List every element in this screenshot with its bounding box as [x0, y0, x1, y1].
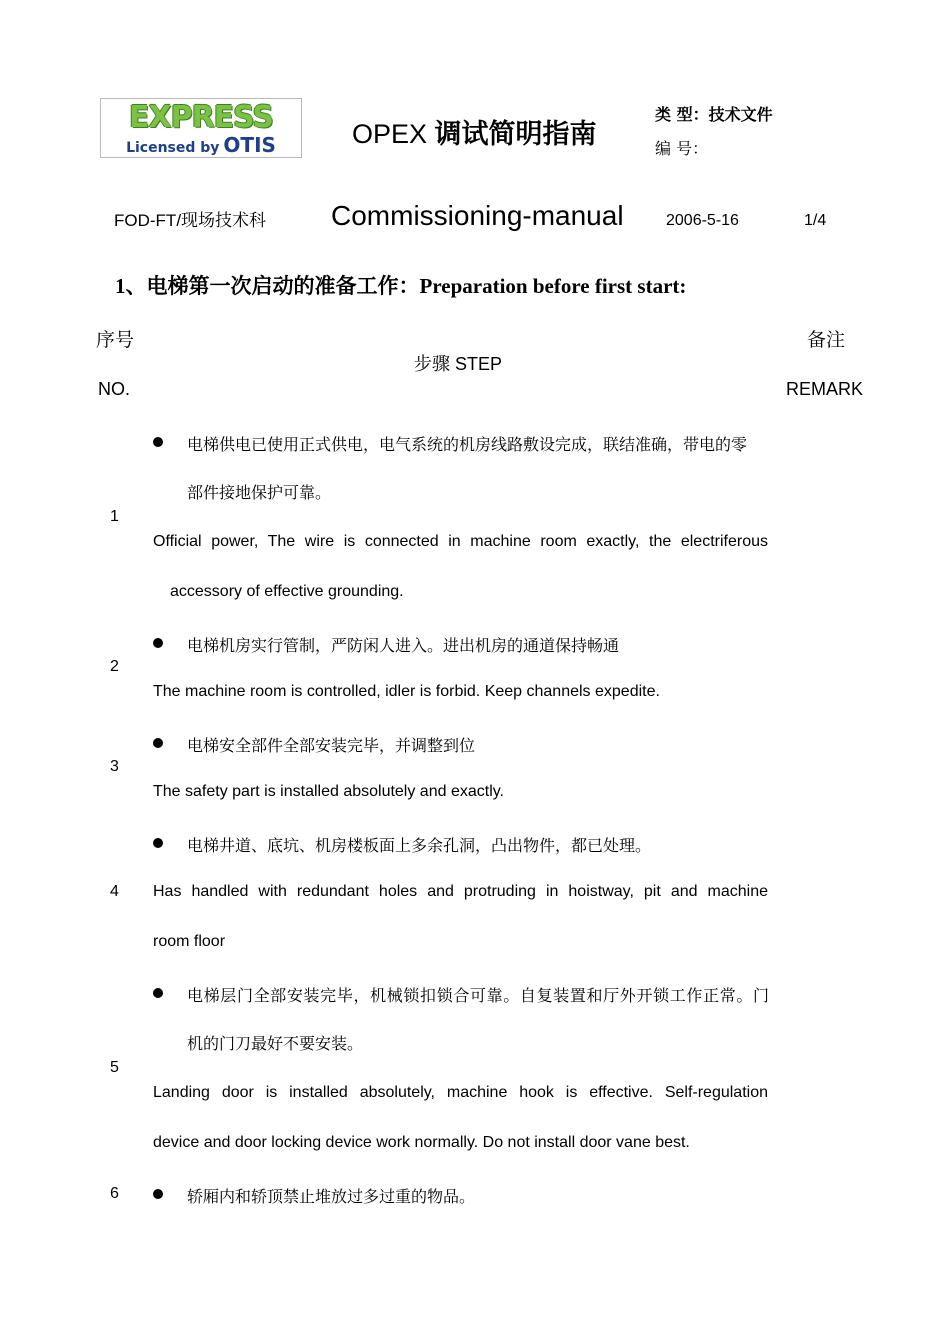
step-2-en-line-1: The machine room is controlled, idler is forbid. Keep channels expedite. [153, 683, 660, 700]
logo-express-text: EXPRESS [128, 100, 274, 135]
step-5-en-line-2: device and door locking device work normally. Do not install door vane best. [153, 1134, 690, 1151]
step-4-number: 4 [110, 883, 119, 900]
step-1-en-line-2: accessory of effective grounding. [170, 583, 404, 600]
document-title [352, 112, 597, 151]
manual-name: Commissioning-manual [331, 200, 624, 231]
col-no-en: NO. [98, 379, 131, 399]
col-remark-en: REMARK [786, 379, 864, 399]
step-3-en-line-1: The safety part is installed absolutely and exactly. [153, 783, 504, 800]
express-otis-logo [100, 98, 302, 158]
step-6-number: 6 [110, 1185, 119, 1202]
logo-otis-brand: OTIS [223, 133, 276, 157]
bullet-icon [153, 1189, 163, 1199]
document-date: 2006-5-16 [666, 212, 739, 229]
col-step: 步骤 STEP [414, 354, 503, 374]
department: FOD-FT/现场技术科 [114, 211, 267, 230]
step-1-cn-line-1: 电梯供电已使用正式供电，电气系统的机房线路敷设完成，联结准确，带电的零 [187, 435, 748, 454]
step-5-number: 5 [110, 1059, 119, 1076]
step-2-number: 2 [110, 658, 119, 675]
step-3-cn-line-1: 电梯安全部件全部安装完毕，并调整到位 [187, 736, 476, 755]
bullet-icon [153, 638, 163, 648]
bullet-icon [153, 988, 163, 998]
title-chinese: 调试简明指南 [434, 119, 597, 150]
step-5-cn-line-1: 电梯层门全部安装完毕，机械锁扣锁合可靠。自复装置和厅外开锁工作正常。门 [187, 986, 769, 1005]
bullet-icon [153, 738, 163, 748]
bullet-icon [153, 838, 163, 848]
logo-licensed-line [101, 135, 301, 158]
section-heading: 1、电梯第一次启动的准备工作：Preparation before first start: [115, 274, 687, 298]
step-4-cn-line-1: 电梯井道、底坑、机房楼板面上多余孔洞，凸出物件，都已处理。 [187, 836, 652, 855]
step-1-number: 1 [110, 508, 119, 525]
page-number: 1/4 [804, 212, 827, 229]
step-5-en-line-1: Landing door is installed absolutely, machine hook is effective. Self-regulation [153, 1084, 768, 1101]
step-3-number: 3 [110, 758, 119, 775]
step-4-en-line-2: room floor [153, 933, 226, 950]
step-4-en-line-1: Has handled with redundant holes and protruding in hoistway, pit and machine [153, 883, 768, 900]
step-5-cn-line-2: 机的门刀最好不要安装。 [187, 1034, 364, 1053]
step-1-en-line-1: Official power, The wire is connected in machine room exactly, the electriferous [153, 533, 768, 550]
logo-licensed-by: Licensed by [126, 140, 220, 156]
step-6-cn-line-1: 轿厢内和轿顶禁止堆放过多过重的物品。 [187, 1187, 476, 1206]
bullet-icon [153, 437, 163, 447]
document-type: 类 型：技术文件 [655, 105, 773, 124]
step-2-cn-line-1: 电梯机房实行管制，严防闲人进入。进出机房的通道保持畅通 [187, 636, 620, 655]
document-number: 编 号： [655, 139, 709, 158]
step-1-cn-line-2: 部件接地保护可靠。 [187, 483, 332, 502]
col-no-cn: 序号 [96, 330, 135, 351]
col-remark-cn: 备注 [807, 330, 846, 351]
title-latin: OPEX [352, 119, 428, 149]
